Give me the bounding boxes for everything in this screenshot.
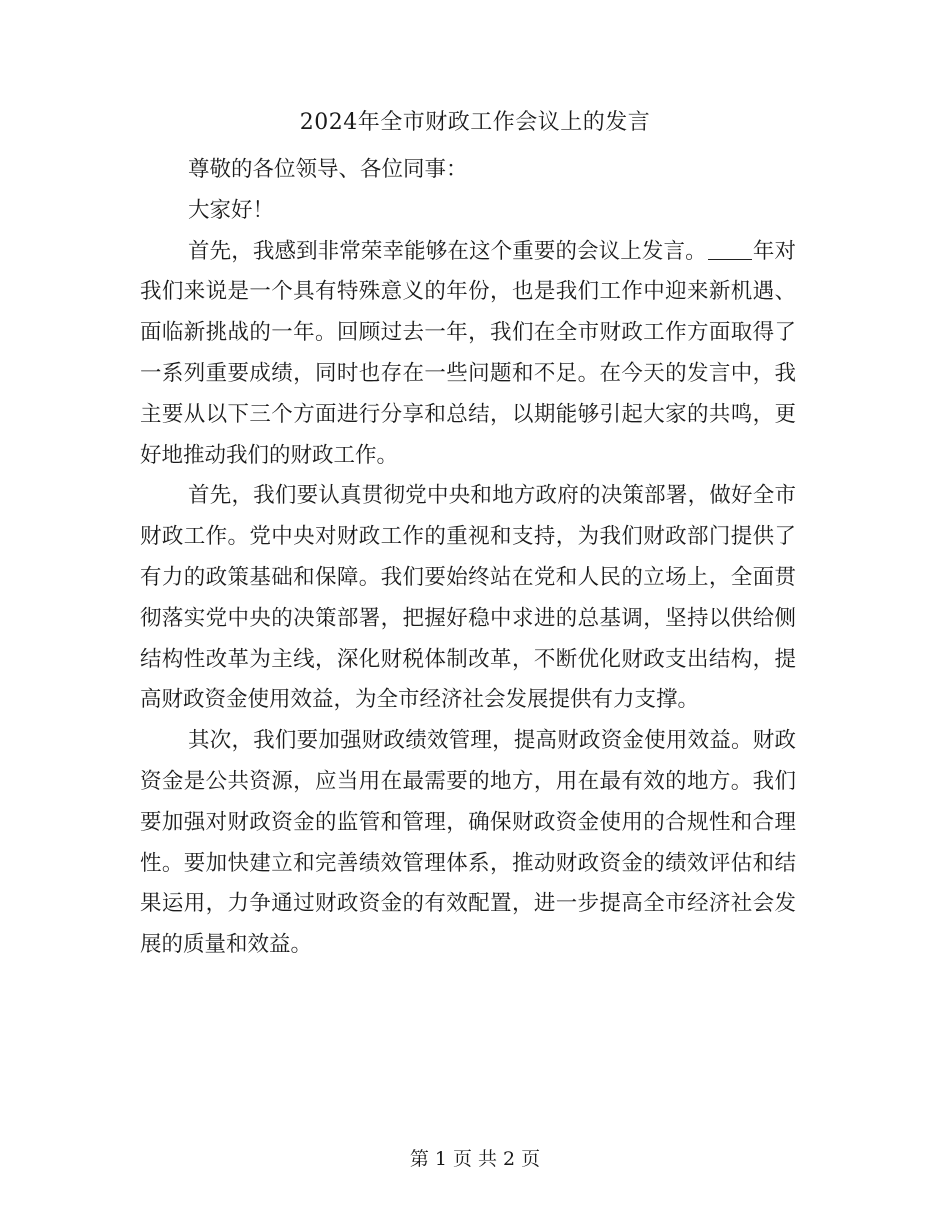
intro-text-before-blank: 首先，我感到非常荣幸能够在这个重要的会议上发言。 [188, 238, 707, 264]
blank-line [708, 237, 752, 260]
paragraph-intro [140, 232, 796, 477]
document-title: 2024年全市财政工作会议上的发言 [299, 110, 651, 135]
paragraph-first-point: 首先，我们要认真贯彻党中央和地方政府的决策部署，做好全市财政工作。党中央对财政工作的重视和支持，为我们财政部门提供了有力的政策基础和保障。我们要始终站在党和人民的立场上，全面贯彻落实党中央的决策部署，把握好稳中求进的总基调，坚持以供给侧结构性改革为主线，深化财税体制改革，不断优化财政支出结构，提高财政资金使用效益，为全市经济社会发展提供有力支撑。 [140, 483, 796, 713]
intro-text-after-blank: 年对我们来说是一个具有特殊意义的年份，也是我们工作中迎来新机遇、面临新挑战的一年。回顾过去一年，我们在全市财政工作方面取得了一系列重要成绩，同时也存在一些问题和不足。在今天的发言中，我主要从以下三个方面进行分享和总结，以期能够引起大家的共鸣，更好地推动我们的财政工作。 [140, 238, 796, 468]
paragraph-second-point: 其次，我们要加强财政绩效管理，提高财政资金使用效益。财政资金是公共资源，应当用在最需要的地方，用在最有效的地方。我们要加强对财政资金的监管和管理，确保财政资金使用的合规性和合理性。要加快建立和完善绩效管理体系，推动财政资金的绩效评估和结果运用，力争通过财政资金的有效配置，进一步提高全市经济社会发展的质量和效益。 [140, 728, 796, 958]
salutation: 尊敬的各位领导、各位同事： [188, 157, 468, 182]
page-number: 第 1 页 共 2 页 [409, 1148, 541, 1170]
greeting: 大家好！ [188, 197, 275, 223]
document-body [140, 150, 796, 966]
